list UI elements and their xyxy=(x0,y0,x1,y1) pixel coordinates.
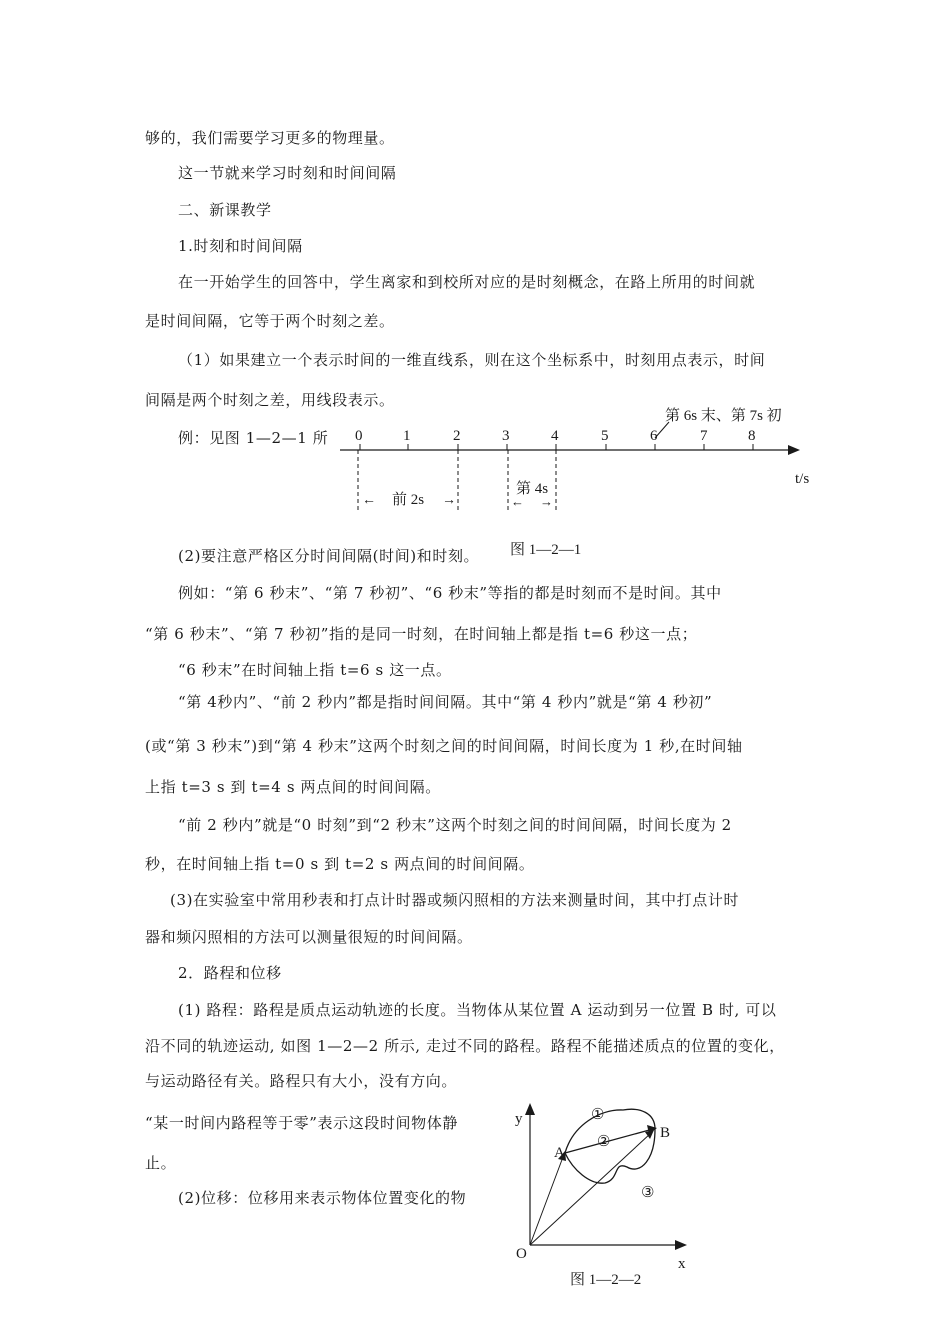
figure-path-diagram xyxy=(505,1095,705,1275)
text-line-18: 秒，在时间轴上指 t=0 s 到 t=2 s 两点间的时间间隔。 xyxy=(145,855,535,873)
origin-label: O xyxy=(516,1246,527,1262)
text-line-7: （1）如果建立一个表示时间的一维直线系，则在这个坐标系中，时刻用点表示，时间 xyxy=(178,351,766,369)
subheading-distance-displacement: 2．路程和位移 xyxy=(178,964,282,982)
figure-time-axis xyxy=(330,398,830,558)
text-line-24: 与运动路径有关。路程只有大小，没有方向。 xyxy=(145,1072,458,1090)
path-1-label: ① xyxy=(591,1107,605,1123)
x-axis-arrow xyxy=(675,1240,687,1250)
tick-label-8: 8 xyxy=(748,428,756,444)
y-axis-arrow xyxy=(525,1103,535,1115)
tick-label-1: 1 xyxy=(403,428,411,444)
text-line-25: “某一时间内路程等于零”表示这段时间物体静 xyxy=(145,1114,458,1132)
text-line-12: “第 6 秒末”、“第 7 秒初”指的是同一时刻，在时间轴上都是指 t=6 秒这一点； xyxy=(145,625,698,643)
tick-label-6: 6 xyxy=(650,428,658,444)
vector-o-to-a xyxy=(530,1157,563,1245)
text-line-2: 这一节就来学习时刻和时间间隔 xyxy=(178,164,397,182)
text-line-8: 间隔是两个时刻之差，用线段表示。 xyxy=(145,391,395,409)
text-line-16: 上指 t=3 s 到 t=4 s 两点间的时间间隔。 xyxy=(145,778,441,796)
seg2-left-arrow: ← xyxy=(511,494,524,509)
text-line-6: 是时间间隔，它等于两个时刻之差。 xyxy=(145,312,395,330)
text-line-22: (1) 路程：路程是质点运动轨迹的长度。当物体从某位置 A 运动到另一位置 B 时, 可以 xyxy=(178,1001,777,1019)
text-line-11: 例如：“第 6 秒末”、“第 7 秒初”、“6 秒末”等指的都是时刻而不是时间。其中 xyxy=(178,584,722,602)
path-3-label: ③ xyxy=(641,1185,655,1201)
seg2-right-arrow: → xyxy=(540,494,553,509)
seg1-left-arrow: ← xyxy=(362,493,376,508)
subheading-time-interval: 1.时刻和时间间隔 xyxy=(178,237,303,255)
text-line-15: (或“第 3 秒末”)到“第 4 秒末”这两个时刻之间的时间间隔，时间长度为 1 秒,在时间轴 xyxy=(145,737,743,755)
text-line-distinguish: (2)要注意严格区分时间间隔(时间)和时刻。 xyxy=(178,547,480,565)
text-line-26: 止。 xyxy=(145,1154,177,1172)
x-axis-label: x xyxy=(678,1256,686,1272)
tick-label-7: 7 xyxy=(700,428,708,444)
text-line-1: 够的，我们需要学习更多的物理量。 xyxy=(145,129,395,147)
text-line-27: (2)位移：位移用来表示物体位置变化的物 xyxy=(178,1189,467,1207)
text-line-13: “6 秒末”在时间轴上指 t=6 s 这一点。 xyxy=(178,661,452,679)
text-line-23: 沿不同的轨迹运动, 如图 1—2—2 所示, 走过不同的路程。路程不能描述质点的位置的变化， xyxy=(145,1037,785,1055)
tick-label-2: 2 xyxy=(453,428,461,444)
time-axis-arrow xyxy=(788,445,800,455)
section-heading-new-lesson: 二、新课教学 xyxy=(178,201,272,219)
path-2-label: ② xyxy=(597,1134,611,1150)
y-axis-label: y xyxy=(515,1111,523,1127)
seg2-label: 第 4s xyxy=(516,481,549,497)
time-note-label: 第 6s 末、第 7s 初 xyxy=(665,408,782,424)
text-line-19: (3)在实验室中常用秒表和打点计时器或频闪照相的方法来测量时间，其中打点计时 xyxy=(170,891,740,909)
tick-label-0: 0 xyxy=(355,428,363,444)
seg1-right-arrow: → xyxy=(442,493,456,508)
text-line-17: “前 2 秒内”就是“0 时刻”到“2 秒末”这两个时刻之间的时间间隔，时间长度为 2 xyxy=(178,816,732,834)
text-line-20: 器和频闪照相的方法可以测量很短的时间间隔。 xyxy=(145,928,473,946)
tick-label-3: 3 xyxy=(502,428,510,444)
seg1-label: 前 2s xyxy=(392,492,425,508)
figure-caption-1: 图 1—2—1 xyxy=(510,542,582,558)
tick-label-4: 4 xyxy=(551,428,559,444)
text-line-14: “第 4秒内”、“前 2 秒内”都是指时间间隔。其中“第 4 秒内”就是“第 4 秒初” xyxy=(178,693,713,711)
figure-caption-2: 图 1—2—2 xyxy=(570,1272,642,1288)
text-line-5: 在一开始学生的回答中，学生离家和到校所对应的是时刻概念，在路上所用的时间就 xyxy=(178,273,756,291)
axis-unit-label: t/s xyxy=(795,471,810,487)
point-a-label: A xyxy=(554,1145,565,1161)
vector-o-to-b xyxy=(530,1133,651,1245)
point-b-label: B xyxy=(660,1125,671,1141)
text-line-example: 例：见图 1—2—1 所 xyxy=(178,429,329,447)
tick-label-5: 5 xyxy=(601,428,609,444)
